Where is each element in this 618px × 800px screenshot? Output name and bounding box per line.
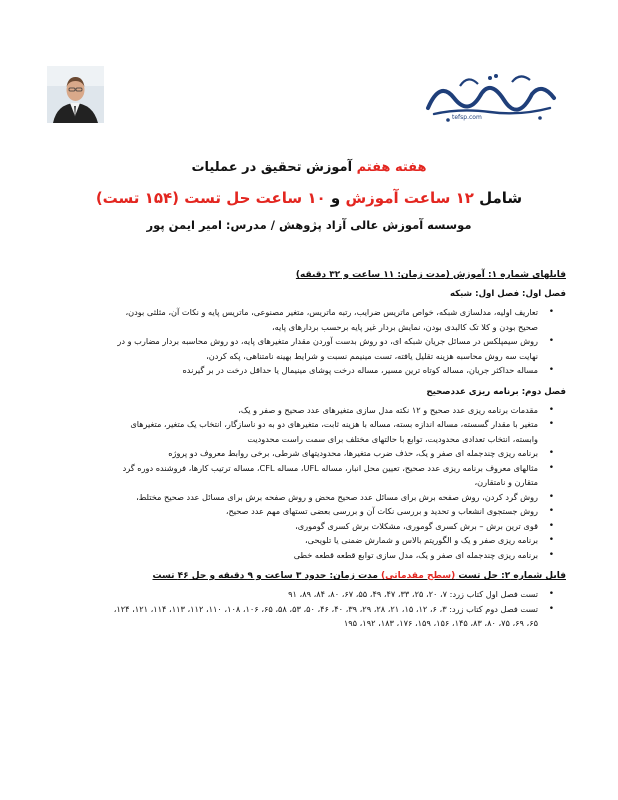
list-item: • تست فصل اول کتاب زرد: ۷، ۲۰، ۲۵، ۳۳، ۴۷، ۴۹، ۵۵، ۶۷، ۸۰، ۸۴، ۸۹، ۹۱ bbox=[104, 587, 554, 602]
author-photo bbox=[47, 66, 104, 123]
list-item: • برنامه ریزی صفر و یک و الگوریتم بالاس و شمارش ضمنی یا تلویحی، bbox=[104, 533, 554, 548]
author-photo-image bbox=[47, 66, 104, 123]
section2-title bbox=[104, 568, 566, 584]
list-item: • قوی ترین برش – برش کسری گوموری، مشکلات برش کسری گوموری، bbox=[104, 519, 554, 534]
heading-and: و bbox=[325, 189, 346, 207]
heading-training-hours: ۱۲ ساعت آموزش bbox=[345, 189, 474, 207]
heading-test-hours: ۱۰ ساعت حل تست (۱۵۴ تست) bbox=[95, 189, 326, 207]
heading-institute: موسسه آموزش عالی آزاد پژوهش / مدرس: امیر ایمن پور bbox=[146, 218, 472, 232]
section1-title: فایلهای شماره ۱: آموزش (مدت زمان: ۱۱ ساعت و ۳۲ دقیقه) bbox=[295, 270, 566, 280]
list-item: • متغیر با مقدار گسسته، مساله اندازه بسته، مساله با هزینه ثابت، متغیرهای دو به دو ناسازگار، انتخاب یک متغیر، متغیرهای وابسته، انتخاب تعدادی محدودیت، توابع با حالتهای مختلف برای سمت راست محدودیت bbox=[104, 417, 554, 446]
section2-level: (سطح مقدماتی) bbox=[381, 571, 456, 581]
list-item: • مقدمات برنامه ریزی عدد صحیح و ۱۲ نکته مدل سازی متغیرهای عدد صحیح و صفر و یک، bbox=[104, 403, 554, 418]
heading-topic: آموزش تحقیق در عملیات bbox=[191, 160, 357, 175]
list-item: • روش جستجوی انشعاب و تحدید و بررسی نکات آن و بررسی بعضی تستهای مهم عدد صحیح، bbox=[104, 504, 554, 519]
company-logo bbox=[420, 68, 560, 124]
heading-line2 bbox=[40, 186, 578, 210]
heading-line1 bbox=[40, 158, 578, 178]
list-item: • روش گرد کردن، روش صفحه برش برای مسائل عدد صحیح محض و روش صفحه برش برای مسائل عدد صحیح مختلط، bbox=[104, 490, 554, 505]
list-item: • برنامه ریزی چندجمله ای صفر و یک، مدل سازی توابع قطعه قطعه خطی bbox=[104, 548, 554, 563]
section2-title-end: مدت زمان: حدود ۳ ساعت و ۹ دقیقه و حل ۴۶ تست bbox=[152, 571, 382, 581]
logo-url: tefsp.com bbox=[452, 114, 482, 121]
list-item: • مساله حداکثر جریان، مساله کوتاه ترین مسیر، مساله درخت پوشای مینیمال یا حداقل درخت در بر گیرنده bbox=[104, 363, 554, 378]
heading-includes: شامل bbox=[473, 189, 523, 207]
list-item: • روش سیمپلکس در مسائل جریان شبکه ای، دو روش بدست آوردن مقدار متغیرهای پایه، دو روش محاسبه بردار مضارب و در نهایت سه روش محاسبه هزینه تقلیل یافته، تست مینیمم نسبت و شرایط بهینه نامتناهی، پکه کردن، bbox=[104, 334, 554, 363]
chapter1-list bbox=[104, 305, 566, 378]
list-item: • برنامه ریزی چندجمله ای صفر و یک، حذف ضرب متغیرها، محدودیتهای شرطی، برخی روابط معروف دو پروژه bbox=[104, 446, 554, 461]
document-body bbox=[104, 267, 566, 631]
section2-list bbox=[104, 587, 566, 631]
list-item: • مثالهای معروف برنامه ریزی عدد صحیح، تعیین محل انبار، مساله UFL، مساله CFL، مساله ترتیب کارها، فروشنده دوره گرد متقارن و نامتقارن، bbox=[104, 461, 554, 490]
list-item: • تعاریف اولیه، مدلسازی شبکه، خواص ماتریس ضرایب، رتبه ماتریس، متغیر مصنوعی، ماتریس پایه و نکات آن، مثلثی بودن، صحیح بودن و کلا تک کالبدی بودن، نمایش بردار غیر پایه برحسب بردارهای پایه، bbox=[104, 305, 554, 334]
chapter2-list bbox=[104, 403, 566, 563]
chapter1-title: فصل اول: فصل اول: شبکه bbox=[449, 289, 566, 299]
list-item: • تست فصل دوم کتاب زرد: ۳، ۶، ۱۲، ۱۵، ۲۱، ۲۸، ۲۹، ۳۹، ۴۰، ۴۶، ۵۰، ۵۳، ۵۸، ۶۵، ۱۰۶، ۱۰۸، ۱۱۰، ۱۱۲، ۱۱۳، ۱۱۴، ۱۲۱، ۱۲۴، ۶۵، ۶۹، ۷۵، ۸۰، ۸۳، ۱۴۵، ۱۵۶، ۱۵۹، ۱۷۶، ۱۸۳، ۱۹۲، ۱۹۵ bbox=[104, 602, 554, 631]
document-headings bbox=[40, 158, 578, 235]
section2-title-start: فایل شماره ۲: حل تست bbox=[455, 571, 566, 581]
chapter2-title: فصل دوم: برنامه ریزی عددصحیح bbox=[426, 386, 566, 397]
heading-week: هفته هفتم bbox=[356, 160, 427, 175]
